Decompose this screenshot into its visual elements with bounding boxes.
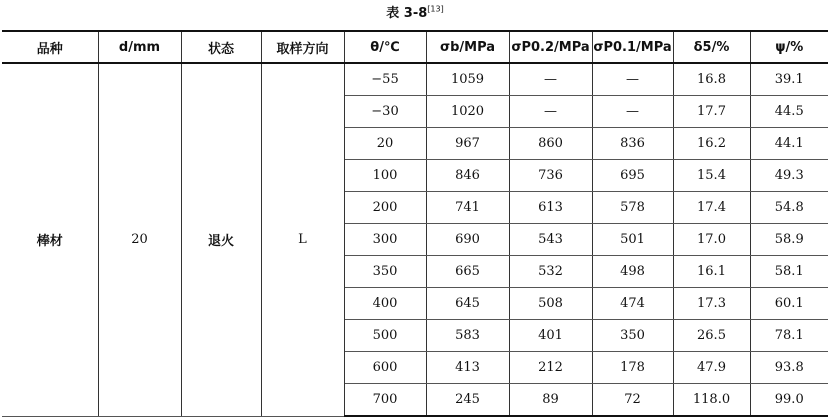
- temperature-cell: 200: [344, 192, 426, 224]
- group-variety-cell: 棒材: [2, 63, 98, 416]
- sigma-b-cell: 665: [426, 256, 509, 288]
- header-psi: ψ/%: [750, 31, 828, 63]
- header-direction: 取样方向: [261, 31, 344, 63]
- header-temperature: θ/℃: [344, 31, 426, 63]
- temperature-cell: −55: [344, 63, 426, 96]
- sigma-p02-cell: 401: [509, 320, 592, 352]
- sigma-p02-cell: 543: [509, 224, 592, 256]
- header-variety: 品种: [2, 31, 98, 63]
- psi-cell: 44.1: [750, 128, 828, 160]
- table-body: [2, 63, 828, 416]
- sigma-p02-cell: 212: [509, 352, 592, 384]
- delta5-cell: 17.3: [673, 288, 750, 320]
- temperature-cell: 700: [344, 384, 426, 417]
- psi-cell: 49.3: [750, 160, 828, 192]
- table-row: [2, 63, 828, 96]
- group-diameter-cell: 20: [98, 63, 181, 416]
- delta5-cell: 26.5: [673, 320, 750, 352]
- delta5-cell: 118.0: [673, 384, 750, 417]
- caption-reference: [13]: [427, 4, 444, 14]
- temperature-cell: 300: [344, 224, 426, 256]
- sigma-p02-cell: 89: [509, 384, 592, 417]
- sigma-p01-cell: 836: [592, 128, 673, 160]
- delta5-cell: 16.8: [673, 63, 750, 96]
- sigma-b-cell: 645: [426, 288, 509, 320]
- temperature-cell: −30: [344, 96, 426, 128]
- delta5-cell: 15.4: [673, 160, 750, 192]
- sigma-b-cell: 741: [426, 192, 509, 224]
- sigma-p01-cell: —: [592, 63, 673, 96]
- temperature-cell: 20: [344, 128, 426, 160]
- psi-cell: 78.1: [750, 320, 828, 352]
- header-sigma-p02: σP0.2/MPa: [509, 31, 592, 63]
- caption-text: 表 3-8: [386, 6, 428, 21]
- sigma-p02-cell: —: [509, 96, 592, 128]
- temperature-cell: 100: [344, 160, 426, 192]
- group-direction-cell: L: [261, 63, 344, 416]
- header-sigma-b: σb/MPa: [426, 31, 509, 63]
- sigma-b-cell: 245: [426, 384, 509, 417]
- psi-cell: 60.1: [750, 288, 828, 320]
- sigma-p01-cell: 72: [592, 384, 673, 417]
- sigma-b-cell: 1020: [426, 96, 509, 128]
- header-state: 状态: [181, 31, 261, 63]
- sigma-b-cell: 846: [426, 160, 509, 192]
- header-sigma-p01: σP0.1/MPa: [592, 31, 673, 63]
- temperature-cell: 350: [344, 256, 426, 288]
- group-state-cell: 退火: [181, 63, 261, 416]
- sigma-p01-cell: 178: [592, 352, 673, 384]
- delta5-cell: 17.4: [673, 192, 750, 224]
- sigma-b-cell: 413: [426, 352, 509, 384]
- table-caption: [0, 2, 830, 21]
- sigma-b-cell: 690: [426, 224, 509, 256]
- delta5-cell: 17.7: [673, 96, 750, 128]
- sigma-p02-cell: —: [509, 63, 592, 96]
- sigma-p01-cell: 695: [592, 160, 673, 192]
- sigma-p01-cell: 578: [592, 192, 673, 224]
- sigma-p01-cell: —: [592, 96, 673, 128]
- header-delta5: δ5/%: [673, 31, 750, 63]
- temperature-cell: 600: [344, 352, 426, 384]
- delta5-cell: 47.9: [673, 352, 750, 384]
- sigma-b-cell: 1059: [426, 63, 509, 96]
- delta5-cell: 17.0: [673, 224, 750, 256]
- psi-cell: 58.1: [750, 256, 828, 288]
- sigma-p02-cell: 736: [509, 160, 592, 192]
- sigma-b-cell: 583: [426, 320, 509, 352]
- sigma-p01-cell: 498: [592, 256, 673, 288]
- psi-cell: 39.1: [750, 63, 828, 96]
- sigma-p01-cell: 474: [592, 288, 673, 320]
- sigma-b-cell: 967: [426, 128, 509, 160]
- sigma-p01-cell: 350: [592, 320, 673, 352]
- delta5-cell: 16.1: [673, 256, 750, 288]
- temperature-cell: 400: [344, 288, 426, 320]
- sigma-p02-cell: 532: [509, 256, 592, 288]
- properties-table: [2, 30, 828, 417]
- psi-cell: 93.8: [750, 352, 828, 384]
- sigma-p02-cell: 860: [509, 128, 592, 160]
- header-diameter: d/mm: [98, 31, 181, 63]
- sigma-p02-cell: 508: [509, 288, 592, 320]
- psi-cell: 54.8: [750, 192, 828, 224]
- psi-cell: 99.0: [750, 384, 828, 417]
- temperature-cell: 500: [344, 320, 426, 352]
- sigma-p01-cell: 501: [592, 224, 673, 256]
- header-row: [2, 31, 828, 63]
- psi-cell: 58.9: [750, 224, 828, 256]
- psi-cell: 44.5: [750, 96, 828, 128]
- sigma-p02-cell: 613: [509, 192, 592, 224]
- delta5-cell: 16.2: [673, 128, 750, 160]
